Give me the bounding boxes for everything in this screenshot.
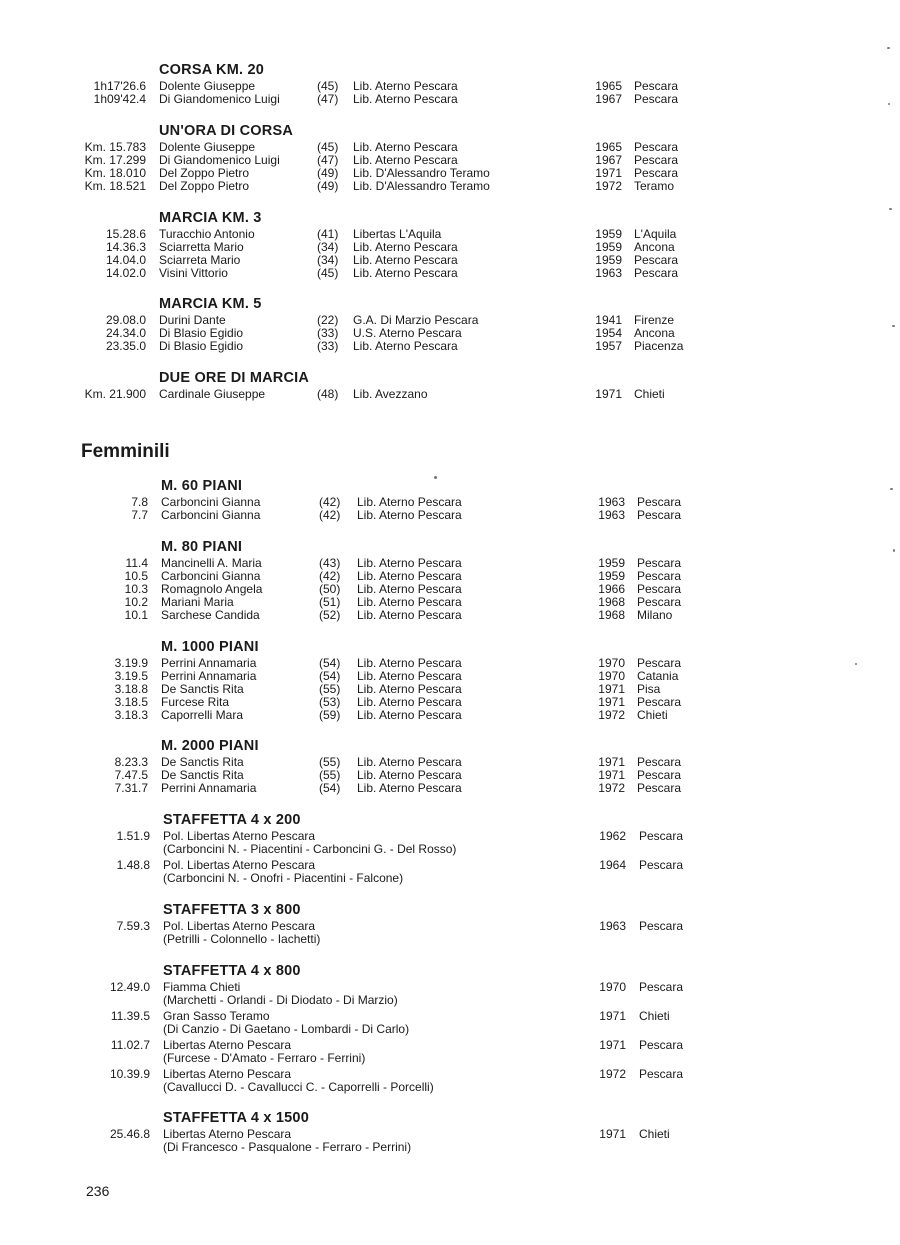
record-place: Pescara <box>637 508 682 522</box>
record-place: Pescara <box>637 495 682 509</box>
club-name: Lib. Aterno Pescara <box>353 339 458 353</box>
club-name: Lib. Aterno Pescara <box>357 669 462 683</box>
record-place: Pescara <box>637 768 682 782</box>
record-time: 8.23.3 <box>114 755 148 769</box>
athlete-name: Carboncini Gianna <box>161 569 261 583</box>
athlete-name: Del Zoppo Pietro <box>159 166 250 180</box>
record-time: 3.19.9 <box>114 656 148 670</box>
club-name: Libertas L'Aquila <box>353 227 442 241</box>
record-year: 1963 <box>599 919 626 933</box>
relay-section <box>0 1108 900 1157</box>
event-title: MARCIA KM. 3 <box>159 210 262 226</box>
relay-club: Libertas Aterno Pescara <box>163 1127 292 1141</box>
record-time: 3.19.5 <box>114 669 148 683</box>
relay-time: 12.49.0 <box>109 980 150 994</box>
athlete-name: Sciarretta Mario <box>159 240 244 254</box>
birth-year: (54) <box>319 781 341 795</box>
record-year: 1959 <box>595 227 622 241</box>
record-year: 1963 <box>595 266 622 280</box>
record-place: Pescara <box>639 980 684 994</box>
record-time: 29.08.0 <box>105 313 146 327</box>
relay-section <box>0 961 900 1097</box>
record-year: 1971 <box>598 695 625 709</box>
record-section <box>0 537 900 622</box>
relay-time: 11.39.5 <box>110 1009 150 1023</box>
club-name: Lib. Aterno Pescara <box>353 266 458 280</box>
birth-year: (54) <box>319 656 341 670</box>
birth-year: (47) <box>317 92 339 106</box>
athlete-name: Romagnolo Angela <box>161 582 263 596</box>
record-time: Km. 21.900 <box>84 387 146 401</box>
record-place: Pescara <box>637 595 682 609</box>
record-place: Catania <box>637 669 679 683</box>
record-year: 1971 <box>598 768 625 782</box>
record-year: 1971 <box>595 166 622 180</box>
club-name: Lib. Aterno Pescara <box>357 556 462 570</box>
relay-members: (Di Francesco - Pasqualone - Ferraro - Perrini) <box>163 1140 412 1154</box>
athlete-name: Perrini Annamaria <box>161 669 257 683</box>
club-name: Lib. Avezzano <box>353 387 428 401</box>
record-place: Chieti <box>637 708 668 722</box>
athlete-name: Dolente Giuseppe <box>159 140 256 154</box>
birth-year: (34) <box>317 253 339 267</box>
record-year: 1954 <box>595 326 622 340</box>
record-row <box>0 509 900 522</box>
record-section <box>0 208 900 280</box>
relay-club: Gran Sasso Teramo <box>163 1009 270 1023</box>
record-time: 10.3 <box>124 582 148 596</box>
record-year: 1966 <box>598 582 625 596</box>
record-time: 7.31.7 <box>114 781 148 795</box>
athlete-name: Carboncini Gianna <box>161 508 261 522</box>
record-year: 1972 <box>595 179 622 193</box>
record-section <box>0 637 900 722</box>
record-place: Pescara <box>637 695 682 709</box>
record-year: 1959 <box>595 253 622 267</box>
club-name: Lib. Aterno Pescara <box>357 682 462 696</box>
scan-speck <box>434 476 437 479</box>
record-time: 1h17'26.6 <box>93 79 146 93</box>
birth-year: (42) <box>319 569 341 583</box>
scan-speck <box>893 549 895 552</box>
athlete-name: Mancinelli A. Maria <box>161 556 262 570</box>
scan-speck <box>890 488 893 490</box>
record-row <box>0 267 900 280</box>
record-time: 1h09'42.4 <box>93 92 146 106</box>
birth-year: (43) <box>319 556 341 570</box>
record-place: Pescara <box>634 140 679 154</box>
record-place: Ancona <box>634 326 675 340</box>
record-place: Pescara <box>637 582 682 596</box>
scan-speck <box>889 208 892 210</box>
club-name: Lib. Aterno Pescara <box>353 92 458 106</box>
record-time: 11.4 <box>125 556 148 570</box>
relay-club: Libertas Aterno Pescara <box>163 1067 292 1081</box>
club-name: G.A. Di Marzio Pescara <box>353 313 479 327</box>
record-year: 1963 <box>598 508 625 522</box>
athlete-name: Visini Vittorio <box>159 266 228 280</box>
athlete-name: Perrini Annamaria <box>161 781 257 795</box>
record-year: 1972 <box>598 781 625 795</box>
record-place: Pescara <box>637 656 682 670</box>
event-title: M. 80 PIANI <box>161 539 243 555</box>
birth-year: (45) <box>317 140 339 154</box>
relay-entry <box>0 1039 900 1068</box>
birth-year: (55) <box>319 768 341 782</box>
event-title: M. 2000 PIANI <box>161 738 259 754</box>
record-place: Piacenza <box>634 339 684 353</box>
record-section <box>0 294 900 353</box>
relay-members: (Marchetti - Orlandi - Di Diodato - Di Marzio) <box>163 993 398 1007</box>
section-heading-femminili: Femminili <box>81 441 170 462</box>
birth-year: (42) <box>319 508 341 522</box>
record-row <box>0 388 900 401</box>
relay-members: (Furcese - D'Amato - Ferraro - Ferrini) <box>163 1051 366 1065</box>
birth-year: (52) <box>319 608 341 622</box>
athlete-name: Perrini Annamaria <box>161 656 257 670</box>
scan-speck <box>892 325 895 327</box>
record-section <box>0 476 900 522</box>
club-name: Lib. Aterno Pescara <box>357 656 462 670</box>
relay-title: STAFFETTA 4 x 200 <box>163 812 301 828</box>
record-place: Pescara <box>634 166 679 180</box>
athlete-name: De Sanctis Rita <box>161 768 244 782</box>
record-year: 1959 <box>598 556 625 570</box>
record-place: Pescara <box>637 781 682 795</box>
birth-year: (34) <box>317 240 339 254</box>
athlete-name: De Sanctis Rita <box>161 682 244 696</box>
record-place: Pescara <box>639 919 684 933</box>
athlete-name: Caporrelli Mara <box>161 708 244 722</box>
athlete-name: Di Blasio Egidio <box>159 326 244 340</box>
club-name: Lib. Aterno Pescara <box>353 253 458 267</box>
athlete-name: Cardinale Giuseppe <box>159 387 266 401</box>
athlete-name: Del Zoppo Pietro <box>159 179 250 193</box>
record-section <box>0 121 900 193</box>
record-year: 1970 <box>598 656 625 670</box>
record-place: Pescara <box>634 253 679 267</box>
club-name: Lib. Aterno Pescara <box>357 768 462 782</box>
record-time: 7.47.5 <box>114 768 148 782</box>
relay-time: 11.02.7 <box>110 1038 150 1052</box>
club-name: Lib. Aterno Pescara <box>357 582 462 596</box>
relay-members: (Di Canzio - Di Gaetano - Lombardi - Di Carlo) <box>163 1022 410 1036</box>
record-row <box>0 709 900 722</box>
record-place: Pisa <box>637 682 661 696</box>
record-time: 3.18.8 <box>114 682 148 696</box>
club-name: Lib. Aterno Pescara <box>353 79 458 93</box>
event-title: MARCIA KM. 5 <box>159 296 262 312</box>
athlete-name: Di Blasio Egidio <box>159 339 244 353</box>
relay-entry <box>0 981 900 1010</box>
relay-entry <box>0 1128 900 1157</box>
relay-members: (Carboncini N. - Piacentini - Carboncini G. - Del Rosso) <box>163 842 457 856</box>
club-name: Lib. Aterno Pescara <box>357 495 462 509</box>
athlete-name: Durini Dante <box>159 313 226 327</box>
record-time: 10.5 <box>124 569 148 583</box>
record-year: 1967 <box>595 153 622 167</box>
record-time: 14.04.0 <box>105 253 146 267</box>
record-year: 1959 <box>595 240 622 254</box>
record-place: L'Aquila <box>634 227 677 241</box>
record-section <box>0 736 900 795</box>
record-place: Chieti <box>634 387 665 401</box>
record-row <box>0 609 900 622</box>
club-name: Lib. Aterno Pescara <box>357 708 462 722</box>
athlete-name: Sarchese Candida <box>161 608 260 622</box>
record-place: Chieti <box>639 1009 670 1023</box>
club-name: Lib. Aterno Pescara <box>357 569 462 583</box>
record-place: Pescara <box>637 755 682 769</box>
athlete-name: Di Giandomenico Luigi <box>159 153 280 167</box>
relay-title: STAFFETTA 3 x 800 <box>163 902 301 918</box>
record-year: 1971 <box>599 1038 626 1052</box>
relay-time: 7.59.3 <box>116 919 150 933</box>
record-year: 1964 <box>599 858 626 872</box>
birth-year: (55) <box>319 755 341 769</box>
club-name: Lib. Aterno Pescara <box>357 781 462 795</box>
record-place: Milano <box>637 608 673 622</box>
record-place: Pescara <box>639 1038 684 1052</box>
birth-year: (53) <box>319 695 341 709</box>
relay-entry <box>0 1068 900 1097</box>
club-name: U.S. Aterno Pescara <box>353 326 462 340</box>
record-time: 10.1 <box>124 608 148 622</box>
relay-entry <box>0 859 900 888</box>
record-place: Chieti <box>639 1127 670 1141</box>
record-time: 3.18.5 <box>114 695 148 709</box>
event-title: CORSA KM. 20 <box>159 62 264 78</box>
scan-speck <box>887 47 890 49</box>
event-title: M. 1000 PIANI <box>161 639 259 655</box>
birth-year: (47) <box>317 153 339 167</box>
record-year: 1965 <box>595 140 622 154</box>
club-name: Lib. Aterno Pescara <box>353 140 458 154</box>
record-year: 1972 <box>598 708 625 722</box>
record-place: Pescara <box>639 858 684 872</box>
club-name: Lib. Aterno Pescara <box>357 695 462 709</box>
relay-time: 10.39.9 <box>109 1067 150 1081</box>
record-year: 1968 <box>598 595 625 609</box>
record-place: Pescara <box>639 829 684 843</box>
relay-members: (Cavallucci D. - Cavallucci C. - Caporrelli - Porcelli) <box>163 1080 434 1094</box>
record-time: 7.7 <box>131 508 148 522</box>
event-title: M. 60 PIANI <box>161 478 243 494</box>
record-time: Km. 15.783 <box>84 140 146 154</box>
athlete-name: De Sanctis Rita <box>161 755 244 769</box>
birth-year: (51) <box>319 595 341 609</box>
record-row <box>0 180 900 193</box>
record-time: 14.02.0 <box>105 266 146 280</box>
relay-title: STAFFETTA 4 x 1500 <box>163 1110 309 1126</box>
relay-entry <box>0 1010 900 1039</box>
birth-year: (48) <box>317 387 339 401</box>
relay-club: Pol. Libertas Aterno Pescara <box>163 858 316 872</box>
scan-speck <box>855 663 857 665</box>
relay-club: Libertas Aterno Pescara <box>163 1038 292 1052</box>
athlete-name: Dolente Giuseppe <box>159 79 256 93</box>
record-year: 1962 <box>599 829 626 843</box>
record-place: Pescara <box>634 92 679 106</box>
record-time: 7.8 <box>131 495 148 509</box>
birth-year: (49) <box>317 179 339 193</box>
record-year: 1967 <box>595 92 622 106</box>
page-number: 236 <box>86 1183 110 1199</box>
birth-year: (55) <box>319 682 341 696</box>
record-row <box>0 340 900 353</box>
record-place: Pescara <box>634 266 679 280</box>
birth-year: (59) <box>319 708 341 722</box>
relay-time: 1.51.9 <box>116 829 150 843</box>
athlete-name: Sciarreta Mario <box>159 253 241 267</box>
record-row <box>0 93 900 106</box>
athlete-name: Mariani Maria <box>161 595 234 609</box>
relay-section <box>0 900 900 949</box>
record-year: 1957 <box>595 339 622 353</box>
record-year: 1963 <box>598 495 625 509</box>
record-year: 1972 <box>599 1067 626 1081</box>
relay-club: Pol. Libertas Aterno Pescara <box>163 829 316 843</box>
record-year: 1970 <box>599 980 626 994</box>
record-year: 1968 <box>598 608 625 622</box>
athlete-name: Turacchio Antonio <box>159 227 255 241</box>
record-year: 1971 <box>598 682 625 696</box>
record-time: 10.2 <box>124 595 148 609</box>
record-time: Km. 17.299 <box>84 153 146 167</box>
club-name: Lib. Aterno Pescara <box>357 608 462 622</box>
relay-entry <box>0 920 900 949</box>
record-time: Km. 18.521 <box>84 179 146 193</box>
record-year: 1971 <box>598 755 625 769</box>
birth-year: (45) <box>317 79 339 93</box>
relay-entry <box>0 830 900 859</box>
athlete-name: Furcese Rita <box>161 695 230 709</box>
record-time: 14.36.3 <box>105 240 146 254</box>
club-name: Lib. Aterno Pescara <box>357 755 462 769</box>
birth-year: (42) <box>319 495 341 509</box>
birth-year: (45) <box>317 266 339 280</box>
record-year: 1941 <box>595 313 622 327</box>
scan-speck <box>888 103 890 105</box>
birth-year: (49) <box>317 166 339 180</box>
record-time: Km. 18.010 <box>84 166 146 180</box>
record-place: Ancona <box>634 240 675 254</box>
relay-time: 25.46.8 <box>109 1127 150 1141</box>
club-name: Lib. Aterno Pescara <box>357 508 462 522</box>
club-name: Lib. Aterno Pescara <box>353 153 458 167</box>
birth-year: (33) <box>317 339 339 353</box>
relay-members: (Petrilli - Colonnello - Iachetti) <box>163 932 321 946</box>
relay-club: Pol. Libertas Aterno Pescara <box>163 919 316 933</box>
record-place: Pescara <box>634 153 679 167</box>
record-year: 1971 <box>599 1009 626 1023</box>
birth-year: (50) <box>319 582 341 596</box>
event-title: UN'ORA DI CORSA <box>159 123 293 139</box>
club-name: Lib. Aterno Pescara <box>357 595 462 609</box>
relay-members: (Carboncini N. - Onofri - Piacentini - Falcone) <box>163 871 404 885</box>
relay-club: Fiamma Chieti <box>163 980 241 994</box>
record-row <box>0 782 900 795</box>
birth-year: (54) <box>319 669 341 683</box>
record-year: 1965 <box>595 79 622 93</box>
record-place: Pescara <box>634 79 679 93</box>
birth-year: (22) <box>317 313 339 327</box>
relay-section <box>0 810 900 888</box>
record-year: 1959 <box>598 569 625 583</box>
club-name: Lib. Aterno Pescara <box>353 240 458 254</box>
record-time: 15.28.6 <box>105 227 146 241</box>
birth-year: (41) <box>317 227 339 241</box>
club-name: Lib. D'Alessandro Teramo <box>353 166 490 180</box>
record-section <box>0 368 900 401</box>
club-name: Lib. D'Alessandro Teramo <box>353 179 490 193</box>
record-section <box>0 60 900 106</box>
birth-year: (33) <box>317 326 339 340</box>
event-title: DUE ORE DI MARCIA <box>159 370 310 386</box>
record-place: Teramo <box>634 179 675 193</box>
record-year: 1970 <box>598 669 625 683</box>
relay-title: STAFFETTA 4 x 800 <box>163 963 301 979</box>
record-year: 1971 <box>595 387 622 401</box>
record-time: 24.34.0 <box>105 326 146 340</box>
record-place: Pescara <box>639 1067 684 1081</box>
record-place: Pescara <box>637 569 682 583</box>
athlete-name: Carboncini Gianna <box>161 495 261 509</box>
record-place: Firenze <box>634 313 675 327</box>
relay-time: 1.48.8 <box>116 858 150 872</box>
record-year: 1971 <box>599 1127 626 1141</box>
record-time: 23.35.0 <box>105 339 146 353</box>
record-time: 3.18.3 <box>114 708 148 722</box>
record-place: Pescara <box>637 556 682 570</box>
athlete-name: Di Giandomenico Luigi <box>159 92 280 106</box>
